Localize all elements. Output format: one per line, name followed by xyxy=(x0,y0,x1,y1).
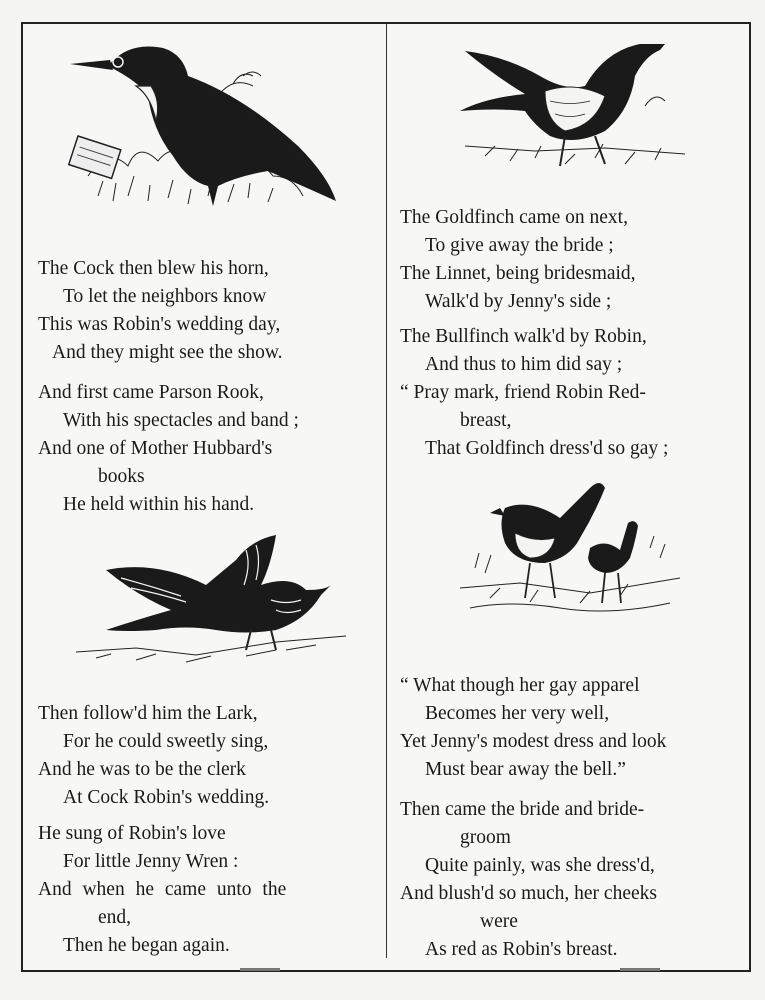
poem-line: For little Jenny Wren : xyxy=(63,851,239,872)
left-stanza-1 xyxy=(38,255,283,367)
poem-line: And when he came unto the xyxy=(38,879,287,900)
poem-line: And thus to him did say ; xyxy=(425,354,623,375)
poem-line: Then he began again. xyxy=(63,935,230,956)
goldfinch-illustration xyxy=(455,36,695,186)
poem-line: “ Pray mark, friend Robin Red- xyxy=(400,382,646,403)
poem-line: Then follow'd him the Lark, xyxy=(38,703,258,724)
poem-line: He sung of Robin's love xyxy=(38,823,226,844)
poem-line: were xyxy=(480,911,518,932)
poem-line: With his spectacles and band ; xyxy=(63,410,299,431)
right-stanza-3 xyxy=(400,672,666,784)
poem-line: To give away the bride ; xyxy=(425,235,614,256)
poem-line: For he could sweetly sing, xyxy=(63,731,269,752)
left-stanza-2 xyxy=(38,379,299,519)
poem-line: As red as Robin's breast. xyxy=(425,939,618,960)
rook-illustration xyxy=(68,36,348,246)
poem-line: Quite painly, was she dress'd, xyxy=(425,855,655,876)
poem-line: At Cock Robin's wedding. xyxy=(63,787,270,808)
poem-line: To let the neighbors know xyxy=(63,286,267,307)
poem-line: He held within his hand. xyxy=(63,494,255,515)
poem-line: And blush'd so much, her cheeks xyxy=(400,883,657,904)
poem-line: The Cock then blew his horn, xyxy=(38,258,269,279)
poem-line: The Goldfinch came on next, xyxy=(400,207,628,228)
poem-line: Yet Jenny's modest dress and look xyxy=(400,731,667,752)
poem-line: The Bullfinch walk'd by Robin, xyxy=(400,326,647,347)
right-stanza-2 xyxy=(400,323,668,463)
poem-line: That Goldfinch dress'd so gay ; xyxy=(425,438,669,459)
poem-line: And he was to be the clerk xyxy=(38,759,246,780)
bottom-ornament xyxy=(240,968,280,971)
poem-line: Walk'd by Jenny's side ; xyxy=(425,291,612,312)
left-stanza-4 xyxy=(38,820,286,960)
poem-line: breast, xyxy=(460,410,512,431)
left-stanza-3 xyxy=(38,700,269,812)
bottom-ornament xyxy=(620,968,660,971)
wren-illustration xyxy=(460,478,690,648)
poem-line: And they might see the show. xyxy=(52,342,283,363)
poem-line: Then came the bride and bride- xyxy=(400,799,645,820)
column-divider xyxy=(386,24,387,958)
poem-line: “ What though her gay apparel xyxy=(400,675,640,696)
poem-line: The Linnet, being bridesmaid, xyxy=(400,263,636,284)
lark-illustration xyxy=(76,530,356,690)
poem-line: Must bear away the bell.” xyxy=(425,759,626,780)
poem-line: end, xyxy=(98,907,132,928)
poem-line: This was Robin's wedding day, xyxy=(38,314,281,335)
poem-line: And first came Parson Rook, xyxy=(38,382,264,403)
poem-line: Becomes her very well, xyxy=(425,703,610,724)
right-stanza-4 xyxy=(400,796,657,964)
right-stanza-1 xyxy=(400,204,636,316)
poem-line: books xyxy=(98,466,145,487)
poem-line: And one of Mother Hubbard's xyxy=(38,438,273,459)
poem-line: groom xyxy=(460,827,511,848)
